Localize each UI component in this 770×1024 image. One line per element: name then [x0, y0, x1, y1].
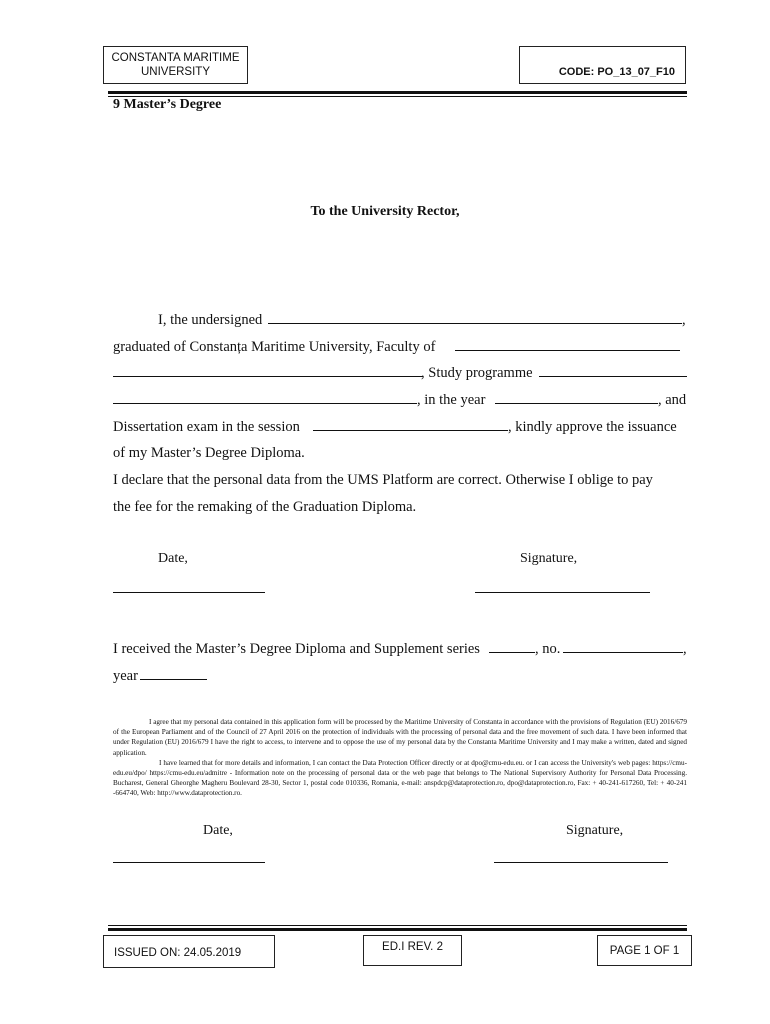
- declaration-text-1: I declare that the personal data from the UMS Platform are correct. Otherwise I oblige to pay: [113, 472, 653, 489]
- in-the-year-label: , in the year: [417, 392, 490, 409]
- edition-box: [363, 935, 462, 966]
- receipt-line-2: [113, 663, 687, 690]
- study-programme-field-line[interactable]: [539, 361, 687, 377]
- line-declaration-2: [113, 494, 687, 521]
- date-label-2: Date,: [203, 823, 233, 838]
- line-declaration-1: [113, 467, 687, 494]
- page-number-box: [597, 935, 692, 966]
- header-rule-thick: [108, 91, 687, 94]
- request-paragraph: [113, 307, 687, 521]
- university-name-box: [103, 46, 248, 84]
- footer-rule-thick: [108, 928, 687, 931]
- study-programme-label: , Study programme: [421, 365, 537, 382]
- line1-comma: ,: [682, 312, 686, 328]
- and-label: , and: [658, 392, 687, 409]
- receipt-year-label: year: [113, 667, 138, 684]
- line-undersigned: [113, 307, 687, 334]
- date-line[interactable]: [113, 592, 265, 593]
- programme-continued-field-line[interactable]: [113, 388, 417, 404]
- university-name-line1: CONSTANTA MARITIME: [111, 52, 240, 64]
- line-faculty: [113, 334, 687, 361]
- receipt-paragraph: [113, 636, 687, 689]
- edition-revision: ED.I REV. 2: [382, 941, 443, 953]
- receipt-year-field-line[interactable]: [140, 664, 207, 680]
- university-name-line2: UNIVERSITY: [140, 66, 210, 78]
- line-diploma: [113, 440, 687, 467]
- gdpr-consent-text: I agree that my personal data contained in this application form will be processed by the Maritime University of Constanta in accordance with the provisions of Regulation (EU) 2016/679 of the European Parliament and of the Council of 27 April 2016 on the protection of individuals with the processing of personal data and the free movement of such data. I have been informed that under Regulation (EU) 2016/679 I have the right to access, to intervene and to oppose the use of my personal data by the Constanta Maritime University and I may make a written, dated and signed application.: [113, 718, 687, 757]
- faculty-continued-field-line[interactable]: [113, 361, 423, 377]
- signature-line-2[interactable]: [494, 862, 668, 863]
- undersigned-label: I, the undersigned: [158, 312, 263, 328]
- signature-label-2: Signature,: [566, 823, 624, 838]
- number-field-line[interactable]: [563, 637, 683, 653]
- gdpr-contact-text: I have learned that for more details and information, I can contact the Data Protection Officer directly or at dpo@cmu-edu.eu. or I can access the University's web pages: https://cmu-edu.eu/dpo/ https://cmu-edu.eu/admitre - Information note on the processing of personal data or the web page that belongs to The National Supervisory Authority for Personal Data Processing. Bucharest, General Gheorghe Magheru Boulevard 28-30, Sector 1, postal code 010336, Romania, e-mail: anspdcp@dataprotection.ro, dpo@dataprotection.ro, Fax: + 40-241-617260, Tel: + 40-241 -664740, Web: http://www.dataprotection.ro.: [113, 758, 687, 798]
- signature-label: Signature,: [520, 551, 578, 566]
- signature-line[interactable]: [475, 592, 650, 593]
- line-study-programme: [113, 360, 687, 387]
- faculty-field-line[interactable]: [455, 335, 680, 351]
- approve-label: , kindly approve the issuance: [508, 418, 677, 435]
- series-field-line[interactable]: [489, 637, 535, 653]
- date-line-2[interactable]: [113, 862, 265, 863]
- addressee: To the University Rector,: [310, 204, 460, 219]
- declaration-text-2: the fee for the remaking of the Graduation Diploma.: [113, 498, 417, 515]
- document-code: CODE: PO_13_07_F10: [558, 66, 675, 78]
- receipt-text: I received the Master’s Degree Diploma and Supplement series: [113, 641, 484, 657]
- line-year: [113, 387, 687, 414]
- page-title: 9 Master’s Degree: [113, 97, 222, 112]
- name-field-line[interactable]: [268, 308, 682, 324]
- session-field-line[interactable]: [313, 415, 508, 431]
- faculty-label: graduated of Constanța Maritime University, Faculty of: [113, 338, 440, 355]
- year-field-line[interactable]: [495, 388, 658, 404]
- no-label: , no.: [535, 641, 561, 657]
- gdpr-notice: [113, 717, 687, 799]
- session-label: Dissertation exam in the session: [113, 418, 304, 435]
- receipt-comma: ,: [683, 641, 687, 657]
- issued-on: ISSUED ON: 24.05.2019: [114, 946, 242, 959]
- line-session: [113, 414, 687, 441]
- footer-rule-thin: [108, 925, 687, 926]
- receipt-line-1: [113, 636, 687, 663]
- diploma-label: of my Master’s Degree Diploma.: [113, 445, 305, 462]
- page-number: PAGE 1 OF 1: [609, 944, 680, 957]
- date-label: Date,: [158, 551, 188, 566]
- document-code-box: [519, 46, 686, 84]
- issued-on-box: [103, 935, 275, 968]
